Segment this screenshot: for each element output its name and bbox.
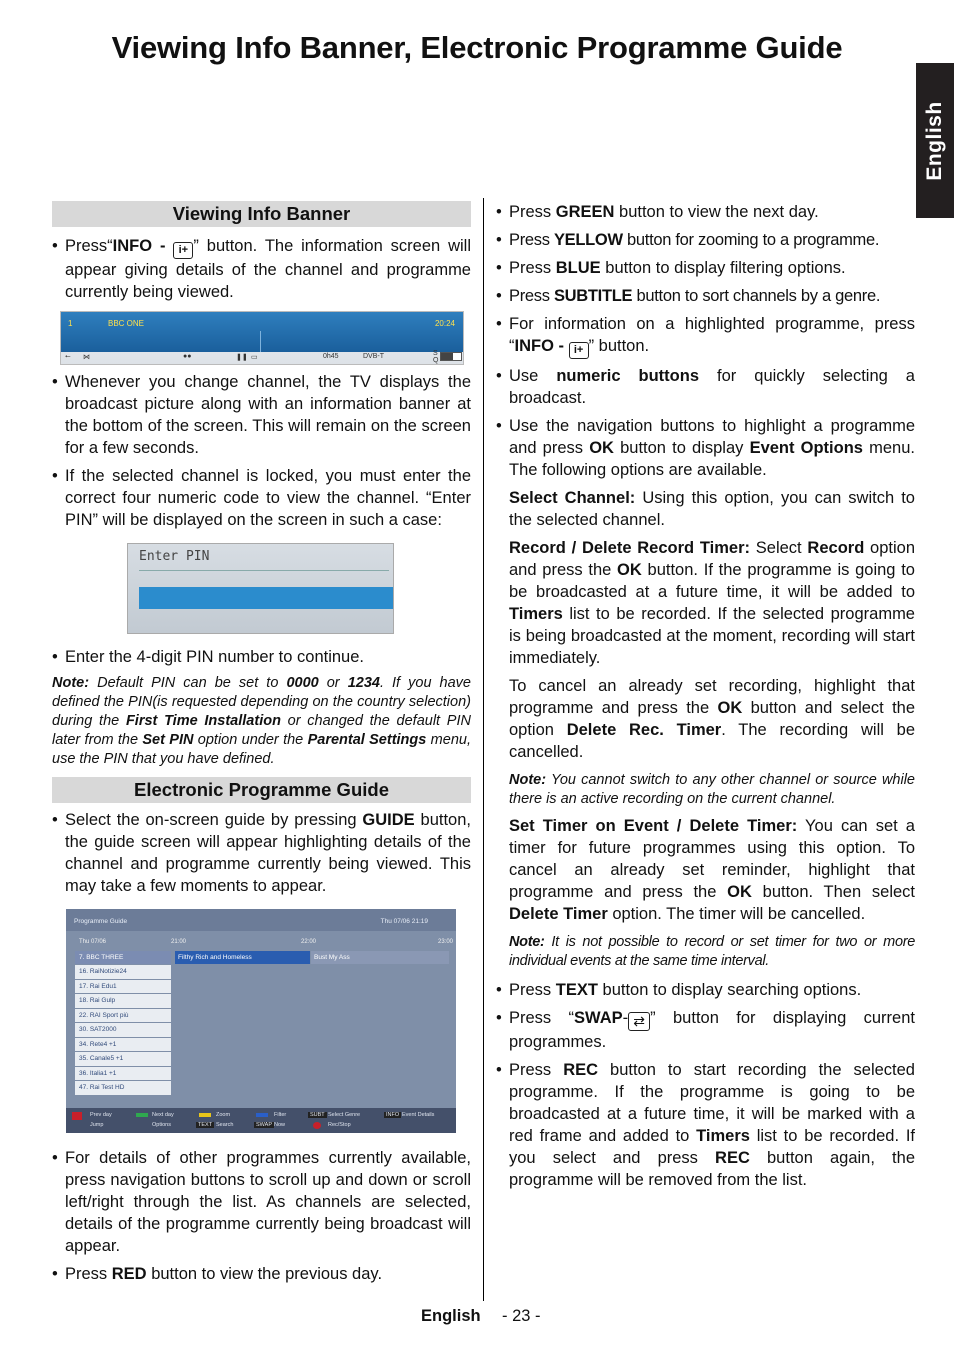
language-tab-label: English [923, 100, 946, 181]
epg-channel-row: 16. RaiNotizie24 [75, 965, 171, 978]
bullet-rec-button: • Press REC button to start recording the selected programme. If the programme is going to be broadcasted at a future time, it will be marked with a red frame and added to Timers list to be recorded. If you select and press REC button again, the programme will be removed from the list. [496, 1059, 915, 1191]
epg-programme: Bust My Ass [311, 951, 449, 964]
rec-icon [313, 1122, 321, 1129]
blue-key-icon [256, 1113, 268, 1117]
banner-time: 20:24 [434, 319, 455, 328]
bullet-guide: • Select the on-screen guide by pressing GUIDE button, the guide screen will appear highlighting details of the channel and programme currently being viewed. This may take a few moments to appear. [52, 809, 471, 897]
epg-time-1: 21:00 [171, 939, 187, 945]
note-timer-conflict: Note: It is not possible to record or set timer for two or more individual events at the same time interval. [509, 934, 915, 969]
enter-pin-image [127, 543, 394, 634]
epg-channel-row: 30. SAT2000 [75, 1023, 171, 1036]
info-icon: i+ [569, 342, 589, 359]
language-tab [916, 63, 954, 218]
info-icon: i+ [173, 242, 193, 259]
programme-guide-image [66, 909, 456, 1133]
banner-channel-number: 1 [68, 319, 73, 328]
banner-duration: 0h45 [323, 353, 339, 360]
yellow-key-icon [199, 1113, 211, 1117]
epg-channel-row: 35. Canale5 +1 [75, 1052, 171, 1065]
people-icon: ●● [183, 353, 192, 360]
green-key-icon [136, 1113, 148, 1117]
bullet-enter-pin: • Enter the 4-digit PIN number to continue. [52, 646, 471, 668]
bullet-locked-channel: • If the selected channel is locked, you must enter the correct four numeric code to view the channel. “Enter PIN” will be displayed on the screen in such a case: [52, 465, 471, 531]
bullet-subtitle-button: • Press SUBTITLE button to sort channels by a genre. [496, 285, 915, 307]
footer-language: English [421, 1307, 481, 1325]
section-heading-epg: Electronic Programme Guide [52, 777, 471, 803]
epg-programme-highlight: Filthy Rich and Homeless [175, 951, 310, 964]
set-timer-option: Set Timer on Event / Delete Timer: You can set a timer for future programmes using this option. To cancel an already set reminder, highlight that programme and press the OK button. Then select Delete Timer option. The timer will be cancelled. [509, 817, 916, 923]
epg-channel-row: 18. Rai Gulp [75, 994, 171, 1007]
cancel-recording-text: To cancel an already set recording, highlight that programme and press the OK button and select the option Delete Rec. Timer. The recording will be cancelled. [509, 677, 916, 761]
swap-icon: ⇄ [628, 1012, 650, 1031]
epg-channel-row: 17. Rai Edu1 [75, 980, 171, 993]
banner-channel-name: BBC ONE [108, 319, 145, 328]
pause-icon: ❚❚ [236, 354, 248, 361]
note-active-recording: Note: You cannot switch to any other channel or source while there is an active recording on the current channel. [509, 772, 915, 807]
bullet-info-button: • Press“INFO - i+ ” button. The information screen will appear giving details of the channel and programme currently being viewed. [52, 235, 471, 303]
bullet-swap-button: • Press “SWAP- ⇄ ” button for displaying current programmes. [496, 1007, 915, 1053]
bullet-change-channel: • Whenever you change channel, the TV displays the broadcast picture along with an information banner at the bottom of the screen. This will remain on the screen for a few seconds. [52, 371, 471, 459]
page-number: - 23 - [502, 1307, 541, 1325]
banner-signal-s: S [433, 350, 438, 357]
epg-footer: Prev day Jump Next day Options Zoom TEXT Search Filter SWAP Now SUBT Select Genre Rec/Stop INFO Event Details [66, 1108, 456, 1133]
screen-icon: ▭ [251, 354, 258, 361]
red-key-icon [72, 1112, 82, 1120]
enter-pin-label: Enter PIN [139, 549, 210, 564]
bullet-red-button: • Press RED button to view the previous day. [52, 1263, 471, 1285]
right-column [496, 201, 915, 1191]
bullet-blue-button: • Press BLUE button to display filtering options. [496, 257, 915, 279]
epg-channel-row: 36. Italia1 +1 [75, 1067, 171, 1080]
epg-date: Thu 07/06 [79, 939, 107, 945]
section-heading-info-banner: Viewing Info Banner [52, 201, 471, 227]
bullet-green-button: • Press GREEN button to view the next day. [496, 201, 915, 223]
bullet-text-button: • Press TEXT button to display searching options. [496, 979, 915, 1001]
epg-channel-row: 22. RAI Sport più [75, 1009, 171, 1022]
bullet-info-button-epg: • For information on a highlighted programme, press “INFO - i+ ” button. [496, 313, 915, 359]
note-default-pin: Note: Default PIN can be set to 0000 or 1234. If you have defined the PIN(is requested depending on the country selection) during the First Time Installation or changed the default PIN later from the Set PIN option under the Parental Settings menu, use the PIN that you have defined. [52, 675, 471, 767]
epg-channel-list [75, 951, 171, 1096]
usb-icon: ⭠ [65, 353, 71, 360]
banner-type: DVB-T [363, 353, 384, 360]
select-channel-option: Select Channel: Using this option, you can switch to the selected channel. [509, 489, 915, 529]
epg-channel-row: 7. BBC THREE [75, 951, 171, 964]
epg-time-2: 22:00 [301, 939, 317, 945]
epg-time-3: 23:00 [438, 939, 454, 945]
epg-datetime: Thu 07/06 21:19 [380, 918, 428, 925]
page-title: Viewing Info Banner, Electronic Programme Guide [111, 30, 843, 65]
pin-entry-bar [139, 587, 393, 609]
epg-title: Programme Guide [74, 918, 128, 925]
bullet-navigation: • Use the navigation buttons to highlight a programme and press OK button to display Event Options menu. The following options are available. [496, 415, 915, 481]
bullet-programme-details: • For details of other programmes currently available, press navigation buttons to scroll up and down or scroll left/right through the list. As channels are selected, details of the programme currently being broadcast will appear. [52, 1147, 471, 1257]
info-banner-image [60, 311, 464, 365]
signal-bar [440, 352, 462, 361]
record-option: Record / Delete Record Timer: Select Record option and press the OK button. If the programme is going to be broadcasted at a future time, it will be added to Timers list to be recorded. If the selected programme is being broadcasted at the moment, recording will start immediately. [509, 539, 916, 667]
left-column [52, 201, 471, 1285]
bullet-yellow-button: • Press YELLOW button for zooming to a programme. [496, 229, 915, 251]
bowtie-icon: ⋈ [83, 354, 90, 361]
epg-channel-row: 34. Rete4 +1 [75, 1038, 171, 1051]
bullet-numeric-buttons: • Use numeric buttons for quickly selecting a broadcast. [496, 365, 915, 409]
column-divider [483, 198, 484, 1301]
epg-channel-row: 47. Rai Test HD [75, 1081, 171, 1094]
banner-signal-q: Q [433, 357, 439, 364]
